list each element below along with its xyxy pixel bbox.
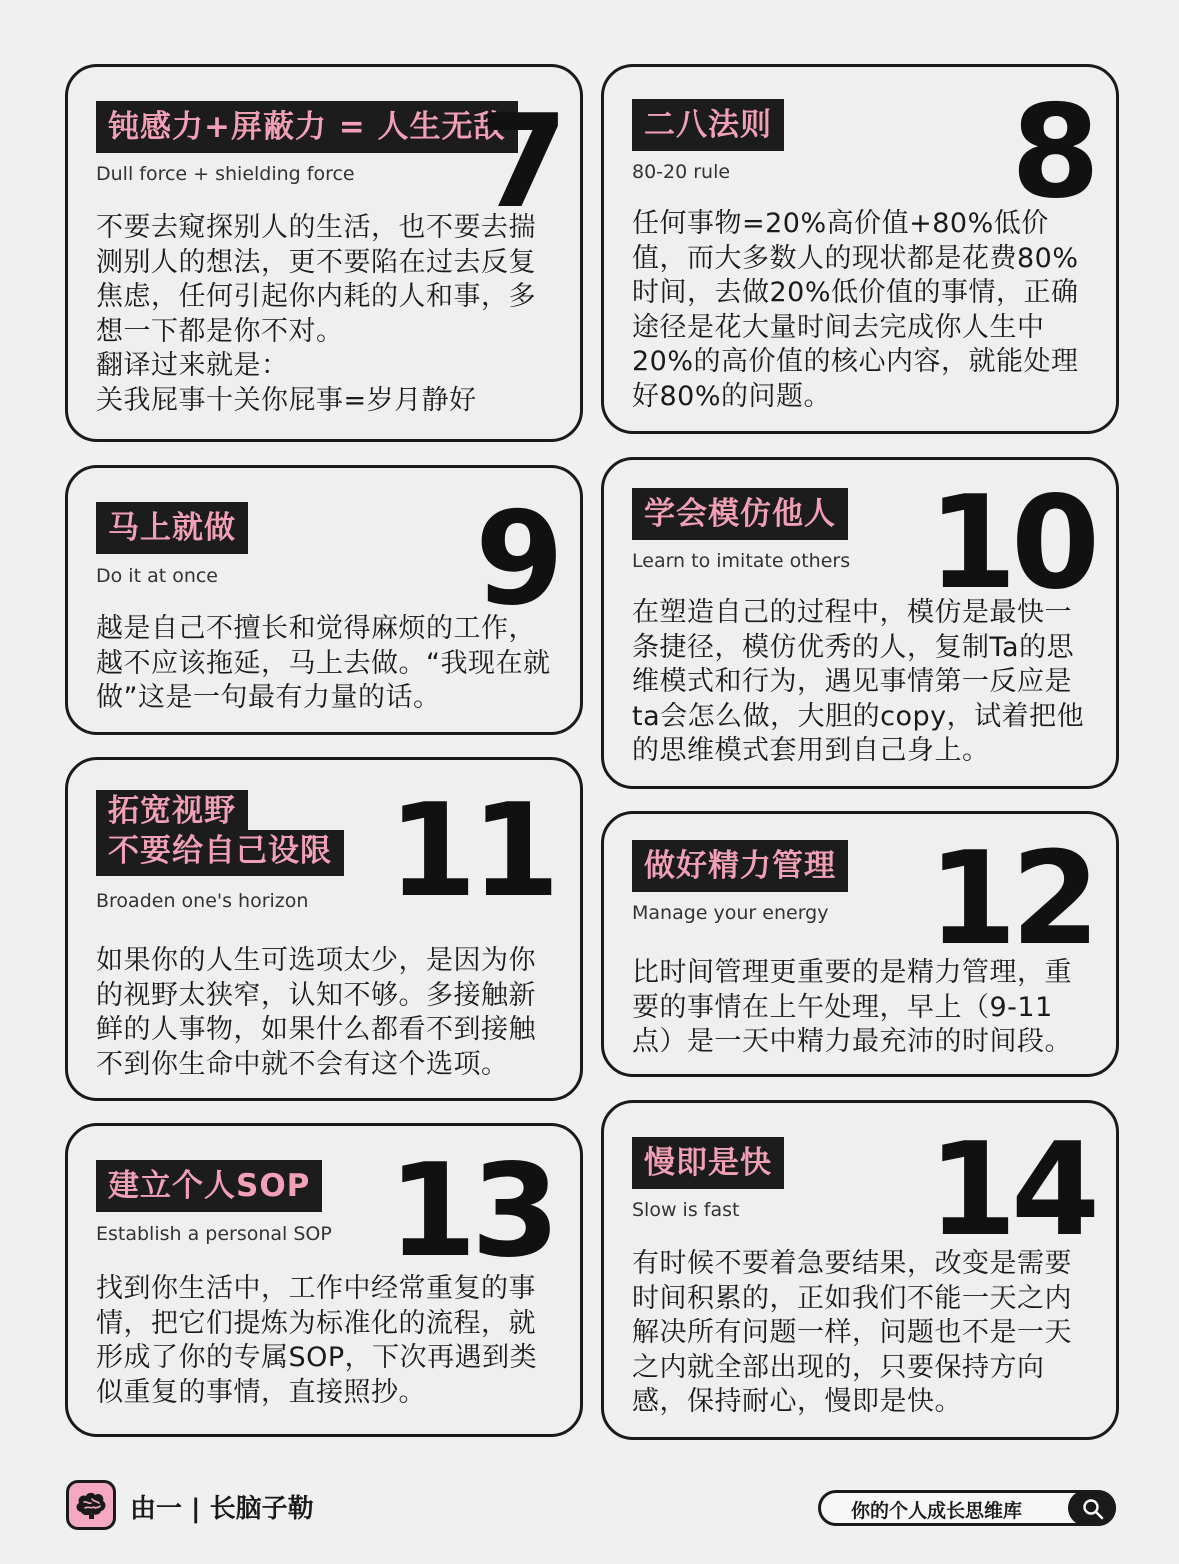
card-title-block [96, 502, 248, 554]
card-number: 13 [387, 1137, 554, 1286]
card-subtitle: 80-20 rule [632, 161, 731, 183]
card-number: 14 [927, 1116, 1094, 1265]
card-subtitle: Slow is fast [632, 1199, 740, 1221]
card-number: 10 [927, 469, 1094, 618]
card-subtitle: Establish a personal SOP [96, 1223, 332, 1245]
card-subtitle: Do it at once [96, 565, 218, 587]
card-title: 马上就做 [96, 502, 248, 554]
card-body: 任何事物=20%高价值+80%低价值，而大多数人的现状都是花费80%时间，去做20%低价值的事情，正确途径是花大量时间去完成你人生中20%的高价值的核心内容，就能处理好80%的问题。 [632, 208, 1079, 412]
card-title: 慢即是快 [632, 1137, 784, 1189]
card-title: 做好精力管理 [632, 840, 848, 892]
card-title-block [96, 790, 344, 876]
card-title-block [632, 488, 848, 540]
card-11 [65, 757, 583, 1101]
card-9 [65, 465, 583, 735]
card-title-block [632, 99, 784, 151]
card-subtitle: Learn to imitate others [632, 550, 851, 572]
brain-icon-graphic [74, 1490, 108, 1520]
search-button[interactable] [1068, 1490, 1116, 1526]
card-12 [601, 811, 1119, 1077]
card-title-block [632, 840, 848, 892]
search-icon [1082, 1498, 1104, 1520]
card-title-line: 不要给自己设限 [96, 830, 344, 876]
card-title-line: 拓宽视野 [96, 790, 248, 830]
brain-icon [66, 1480, 116, 1530]
card-7 [65, 64, 583, 442]
card-title-block [96, 1160, 322, 1212]
search-text: 你的个人成长思维库 [851, 1500, 1023, 1522]
card-title: 二八法则 [632, 99, 784, 151]
card-number: 9 [474, 485, 558, 634]
card-13 [65, 1123, 583, 1437]
card-subtitle: Dull force + shielding force [96, 163, 355, 185]
card-body: 不要去窥探别人的生活，也不要去揣测别人的想法，更不要陷在过去反复焦虑，任何引起你内耗的人和事，多想一下都是你不对。 翻译过来就是： 关我屁事十关你屁事=岁月静好 [96, 212, 536, 416]
card-number: 12 [927, 825, 1094, 974]
card-title-block [96, 101, 518, 153]
card-title: 建立个人SOP [96, 1160, 322, 1212]
brand-name: 由一 | 长脑子勒 [130, 1494, 314, 1524]
card-8 [601, 64, 1119, 434]
card-number: 7 [478, 88, 562, 237]
card-body: 在塑造自己的过程中，模仿是最快一条捷径，模仿优秀的人，复制Ta的思维模式和行为，遇见事情第一反应是ta会怎么做，大胆的copy，试着把他的思维模式套用到自己身上。 [632, 597, 1085, 766]
card-subtitle: Broaden one's horizon [96, 890, 309, 912]
card-body: 有时候不要着急要结果，改变是需要时间积累的，正如我们不能一天之内解决所有问题一样，问题也不是一天之内就全部出现的，只要保持方向感，保持耐心，慢即是快。 [632, 1248, 1072, 1417]
card-body: 找到你生活中，工作中经常重复的事情，把它们提炼为标准化的流程，就形成了你的专属SOP，下次再遇到类似重复的事情，直接照抄。 [96, 1273, 538, 1408]
card-10 [601, 457, 1119, 789]
card-title: 钝感力+屏蔽力 = 人生无敌 [96, 101, 518, 153]
card-title: 学会模仿他人 [632, 488, 848, 540]
card-body: 如果你的人生可选项太少，是因为你的视野太狭窄，认知不够。多接触新鲜的人事物，如果什么都看不到接触不到你生命中就不会有这个选项。 [96, 945, 536, 1080]
card-number: 8 [1010, 78, 1094, 227]
search-bar[interactable] [818, 1490, 1116, 1526]
card-subtitle: Manage your energy [632, 902, 829, 924]
card-title-block [632, 1137, 784, 1189]
card-number: 11 [387, 777, 554, 926]
card-body: 比时间管理更重要的是精力管理，重要的事情在上午处理，早上（9-11点）是一天中精力最充沛的时间段。 [632, 957, 1072, 1057]
card-body: 越是自己不擅长和觉得麻烦的工作，越不应该拖延，马上去做。“我现在就做”这是一句最有力量的话。 [96, 613, 551, 713]
card-14 [601, 1100, 1119, 1440]
